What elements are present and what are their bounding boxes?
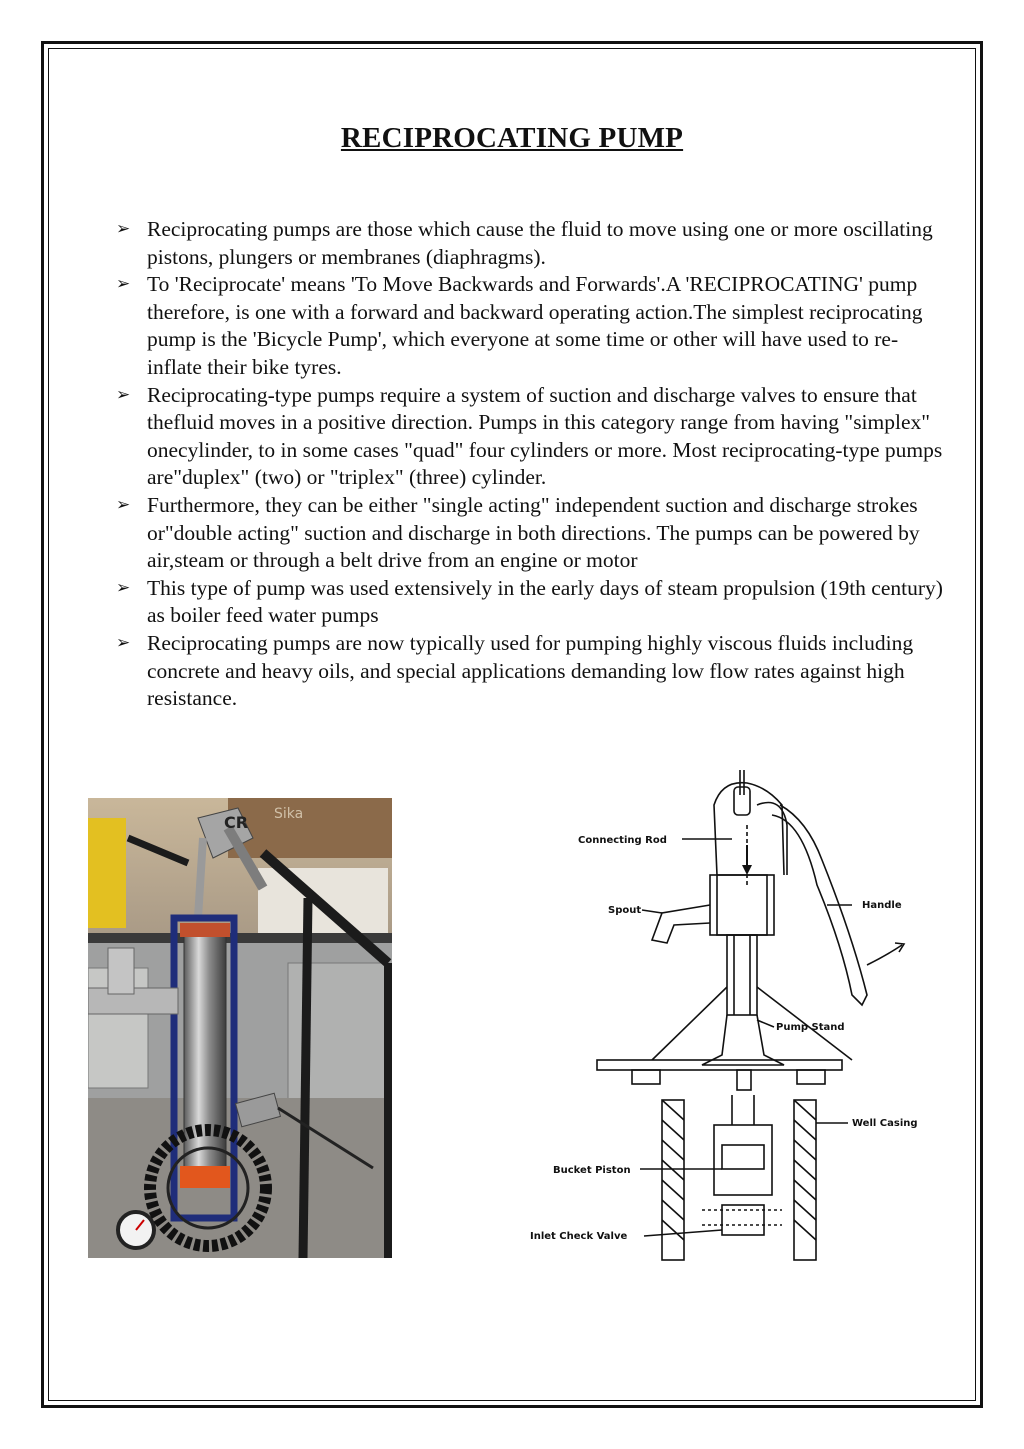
label-handle: Handle — [862, 900, 902, 911]
photo-brand-text: CR — [224, 813, 249, 832]
pump-photo-illustration — [88, 798, 392, 1258]
bullet-text: Furthermore, they can be either "single acting" independent suction and discharge strokes or"double acting" suction and discharge in both directions. The pumps can be powered by air,steam or through a belt drive from an engine or motor — [147, 492, 920, 573]
label-connecting-rod: Connecting Rod — [578, 835, 667, 846]
bullet-text: Reciprocating-type pumps require a system of suction and discharge valves to ensure that thefluid moves in a positive direction. Pumps in this category range from having "simplex" onecylinder, to in some cases "quad" four cylinders or more. Most reciprocating-type pumps are"duplex" (two) or "triplex" (three) cylinder. — [147, 382, 943, 490]
label-pump-stand: Pump Stand — [776, 1022, 845, 1033]
label-well-casing: Well Casing — [852, 1118, 918, 1129]
list-item — [114, 630, 944, 713]
arrowhead-bullet-icon: ➢ — [116, 577, 131, 598]
page-title: RECIPROCATING PUMP — [340, 122, 684, 154]
list-item — [114, 575, 944, 630]
hand-pump-schematic — [522, 765, 942, 1265]
bullet-list — [114, 216, 944, 713]
label-inlet-check-valve: Inlet Check Valve — [530, 1231, 628, 1242]
photo-sign-text: Sika — [274, 806, 304, 822]
bullet-text: Reciprocating pumps are now typically used for pumping highly viscous fluids including concrete and heavy oils, and special applications demanding low flow rates against high resistance. — [147, 630, 914, 711]
list-item — [114, 492, 944, 575]
arrowhead-bullet-icon: ➢ — [116, 384, 131, 405]
arrowhead-bullet-icon: ➢ — [116, 494, 131, 515]
pump-photo — [88, 798, 392, 1258]
list-item — [114, 271, 944, 381]
arrowhead-bullet-icon: ➢ — [116, 274, 131, 295]
arrowhead-bullet-icon: ➢ — [116, 632, 131, 653]
bullet-text: Reciprocating pumps are those which cause the fluid to move using one or more oscillating pistons, plungers or membranes (diaphragms). — [147, 217, 933, 269]
hand-pump-diagram — [522, 765, 942, 1265]
list-item — [114, 382, 944, 492]
label-spout: Spout — [608, 905, 642, 916]
arrowhead-bullet-icon: ➢ — [116, 219, 131, 239]
label-bucket-piston: Bucket Piston — [553, 1165, 631, 1176]
list-item — [114, 216, 944, 271]
bullet-text: This type of pump was used extensively in the early days of steam propulsion (19th century) as boiler feed water pumps — [147, 575, 943, 628]
bullet-text: To 'Reciprocate' means 'To Move Backwards and Forwards'.A 'RECIPROCATING' pump therefore, is one with a forward and backward operating action.The simplest reciprocating pump is the 'Bicycle Pump', which everyone at some time or other will have used to re-inflate their bike tyres. — [147, 272, 923, 379]
